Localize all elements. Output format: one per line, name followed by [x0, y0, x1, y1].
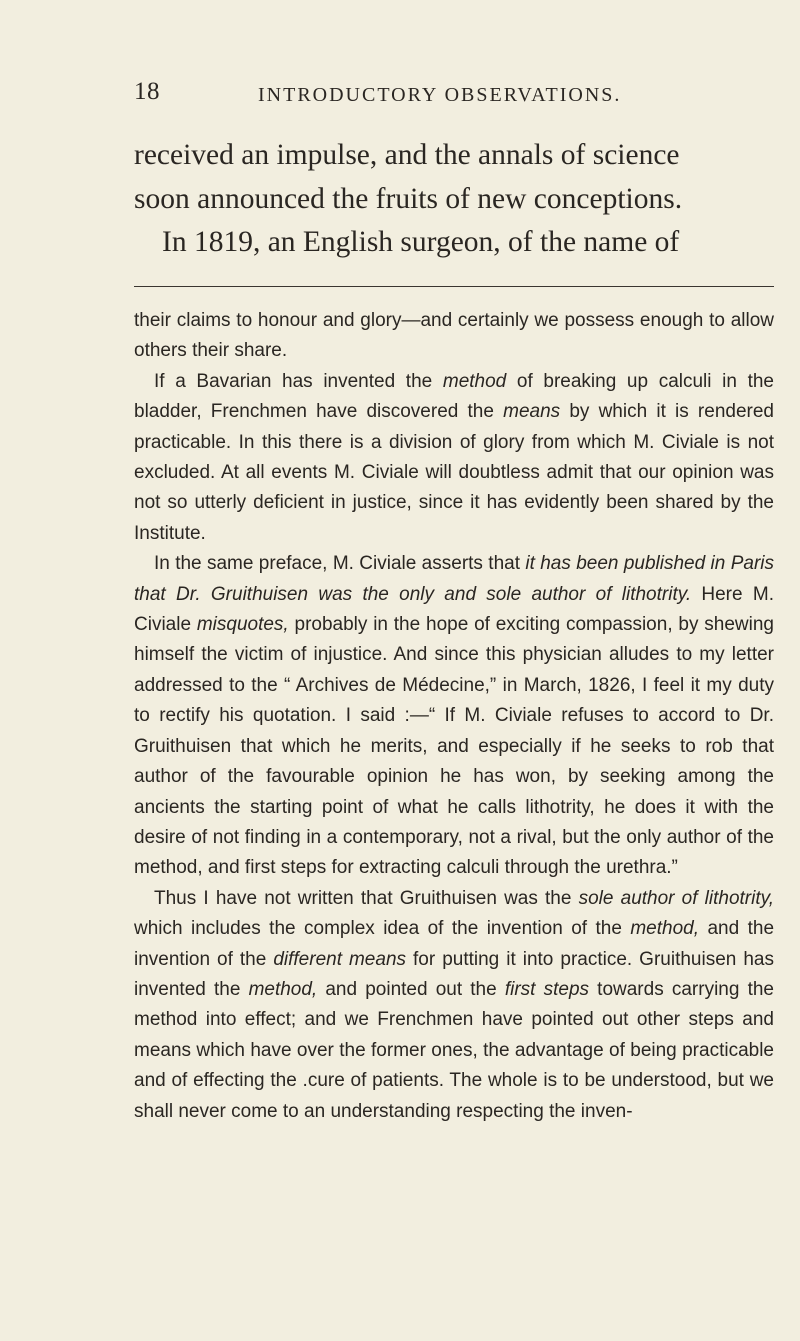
footnote-paragraph: [134, 884, 774, 1127]
main-text-line: received an impulse, and the annals of science: [134, 139, 680, 171]
footnote-emphasis: misquotes,: [196, 614, 289, 636]
footnote-emphasis: different means: [273, 948, 407, 970]
footnote-text: and pointed out the: [317, 978, 505, 1000]
footnote-text: by which it is rendered practicable. In this there is a division of glory from which M. Civiale is not excluded. At all events M. Civiale will doubtless admit that our opinion was not so utterly deficient in justice, since it has evidently been shared by the Institute.: [134, 401, 774, 544]
footnote-text: and the invention of the: [134, 918, 775, 970]
running-title: INTRODUCTORY OBSERVATIONS.: [258, 84, 622, 106]
footnote-emphasis: it has been published in Paris that Dr. Gruithuisen was the only and sole author of lithotrity.: [134, 553, 774, 605]
footnote-emphasis: method: [442, 370, 507, 392]
page-number: 18: [134, 78, 160, 105]
footnote-text: of breaking up calculi in the bladder, Frenchmen have discovered the: [134, 370, 774, 423]
footnote-text: which includes the complex idea of the invention of the: [134, 918, 631, 940]
footnote-emphasis: first steps: [504, 978, 590, 1000]
footnote-text: for putting it into practice. Gruithuisen has invented the: [134, 948, 774, 1000]
footnote: [134, 306, 774, 1127]
footnote-emphasis: sole author of lithotrity,: [578, 887, 774, 909]
footnote-text: Thus I have not written that Gruithuisen was the: [154, 887, 579, 909]
main-text: [134, 134, 774, 265]
main-text-line: soon announced the fruits of new conceptions.: [134, 182, 683, 215]
footnote-text: In the same preface, M. Civiale asserts that: [154, 553, 526, 575]
footnote-emphasis: method,: [248, 978, 318, 1000]
footnote-paragraph: [134, 549, 774, 883]
footnote-paragraph: [134, 367, 774, 549]
main-text-line: In 1819, an English surgeon, of the name of: [162, 226, 680, 258]
footnote-paragraph: their claims to honour and glory—and certainly we possess enough to allow others their share.: [134, 310, 774, 362]
footnote-divider: [134, 286, 774, 287]
footnote-emphasis: method,: [630, 918, 700, 940]
footnote-text: towards carrying the method into effect; and we Frenchmen have pointed out other steps and means which have over the former ones, the advantage of being practicable and of effecting the .cure of patients. The whole is to be understood, but we shall never come to an understanding respecting the inven-: [134, 978, 774, 1122]
footnote-text: Here M. Civiale: [134, 583, 774, 636]
footnote-emphasis: means: [503, 401, 561, 423]
footnote-text: If a Bavarian has invented the: [154, 370, 443, 392]
footnote-text: probably in the hope of exciting compassion, by shewing himself the victim of injustice. And since this physician alludes to my letter addressed to the “ Archives de Médecine,” in March, 1826, I feel it my duty to rectify his quotation. I said :—“ If M. Civiale refuses to accord to Dr. Gruithuisen that which he merits, and especially if he seeks to rob that author of the favourable opinion he has won, by seeking among the ancients the starting point of what he calls lithotrity, he does it with the desire of not finding in a contemporary, not a rival, but the only author of the method, and first steps for extracting calculi through the urethra.”: [134, 614, 774, 879]
